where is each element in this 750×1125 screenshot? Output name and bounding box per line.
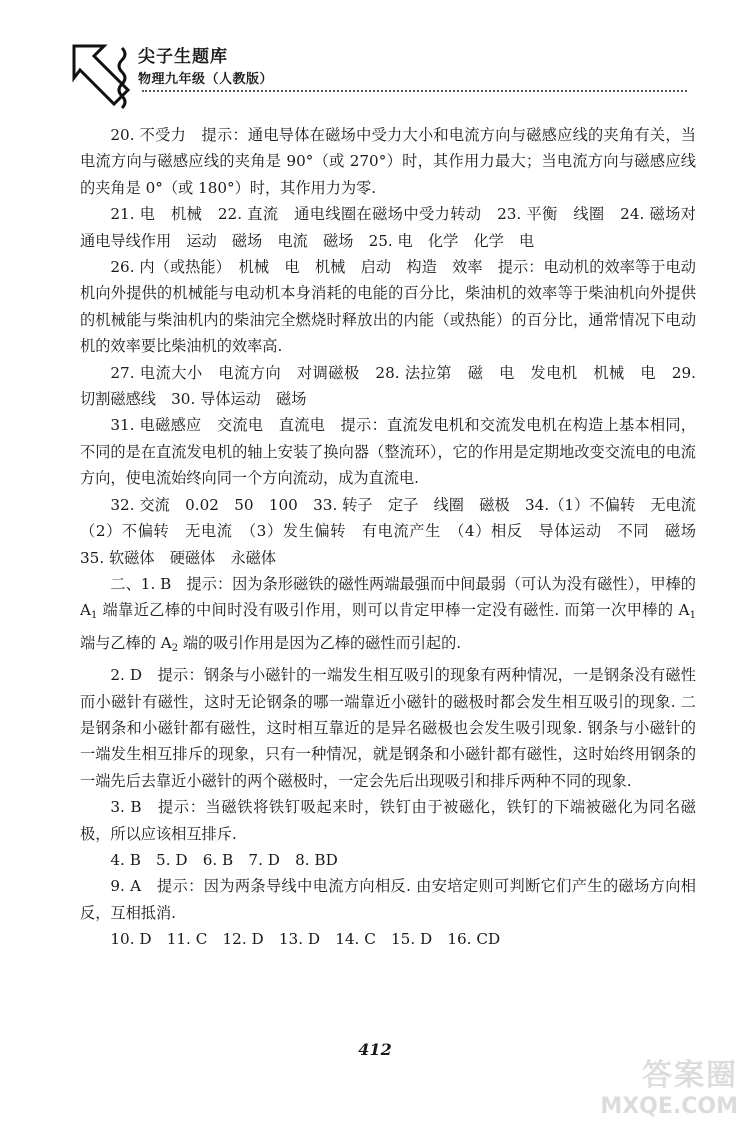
page-header xyxy=(70,30,690,120)
arrow-logo-icon xyxy=(70,40,132,120)
text-run: 端与乙棒的 A xyxy=(80,633,172,652)
text-run: 31. 电磁感应 交流电 直流电 提示：直流发电机和交流发电机在构造上基本相同，不同的是在直流发电机的轴上安装了换向器（整流环），它的作用是定期地改变交流电的电流方向，使电流始终向同一个方向流动，成为直流电. xyxy=(80,416,696,488)
text-run: 4. B 5. D 6. B 7. D 8. BD xyxy=(110,850,338,869)
series-title: 尖子生题库 xyxy=(138,47,228,67)
text-run: 端的吸引作用是因为乙棒的磁性而引起的. xyxy=(178,633,462,652)
answer-paragraph xyxy=(80,847,696,873)
answer-paragraph xyxy=(80,201,696,254)
answer-paragraph xyxy=(80,571,696,662)
page-number: 412 xyxy=(358,1040,392,1059)
answer-paragraph xyxy=(80,360,696,413)
answer-paragraph xyxy=(80,254,696,360)
text-run: 10. D 11. C 12. D 13. D 14. C 15. D 16. CD xyxy=(110,930,501,949)
header-rule xyxy=(142,90,687,92)
watermark-site: MXQE.COM xyxy=(600,1094,738,1119)
text-run: 26. 内（或热能） 机械 电 机械 启动 构造 效率 提示：电动机的效率等于电动机向外提供的机械能与电动机本身消耗的电能的百分比，柴油机的效率等于柴油机向外提供的机械能与柴油机内的柴油完全燃烧时释放出的内能（或热能）的百分比，通常情况下电动机的效率要比柴油机的效率高. xyxy=(80,258,696,356)
answer-paragraph xyxy=(80,873,696,926)
answer-paragraph xyxy=(80,926,696,952)
answer-paragraph xyxy=(80,662,696,794)
answer-paragraph xyxy=(80,794,696,847)
text-run: 3. B 提示：当磁铁将铁钉吸起来时，铁钉由于被磁化，铁钉的下端被磁化为同名磁极，所以应该相互排斥. xyxy=(80,798,696,843)
answer-paragraph xyxy=(80,122,696,201)
subscript: 1 xyxy=(90,610,98,622)
text-run: 端靠近乙棒的中间时没有吸引作用，则可以肯定甲棒一定没有磁性. 而第一次甲棒的 A xyxy=(97,601,690,620)
text-run: 21. 电 机械 22. 直流 通电线圈在磁场中受力转动 23. 平衡 线圈 24. 磁场对通电导线作用 运动 磁场 电流 磁场 25. 电 化学 化学 电 xyxy=(80,205,696,250)
subscript: 1 xyxy=(689,610,696,622)
answer-paragraph xyxy=(80,412,696,491)
book-title: 物理九年级（人教版） xyxy=(138,72,274,87)
answer-body xyxy=(80,122,712,953)
subscript: 2 xyxy=(171,642,179,654)
watermark xyxy=(600,1050,738,1119)
text-run: 二、1. B 提示：因为条形磁铁的磁性两端最强而中间最弱（可认为没有磁性），甲棒的 A xyxy=(80,574,696,620)
text-run: 27. 电流大小 电流方向 对调磁极 28. 法拉第 磁 电 发电机 机械 电 29. 切割磁感线 30. 导体运动 磁场 xyxy=(80,363,696,409)
text-run: 20. 不受力 提示：通电导体在磁场中受力大小和电流方向与磁感应线的夹角有关，当电流方向与磁感应线的夹角是 90°（或 270°）时，其作用力最大；当电流方向与磁感应线的夹角是 0°（或 180°）时，其作用力为零. xyxy=(80,126,696,197)
text-run: 2. D 提示：钢条与小磁针的一端发生相互吸引的现象有两种情况，一是钢条没有磁性而小磁针有磁性，这时无论钢条的哪一端靠近小磁针的磁极时都会发生相互吸引的现象. 二是钢条和小磁针都有磁性，这时相互靠近的是异名磁极也会发生吸引现象. 钢条与小磁针的一端发生相互排斥的现象，只有一种情况，就是钢条和小磁针都有磁性，这时始终用钢条的一端先后去靠近小磁针的两个磁极时，一定会先后出现吸引和排斥两种不同的现象. xyxy=(80,666,696,790)
text-run: 9. A 提示：因为两条导线中电流方向相反. 由安培定则可判断它们产生的磁场方向相反，互相抵消. xyxy=(80,877,696,922)
answer-paragraph xyxy=(80,492,712,571)
text-run: 32. 交流 0.02 50 100 33. 转子 定子 线圈 磁极 34.（1）不偏转 无电流 （2）不偏转 无电流 （3）发生偏转 有电流产生 （4）相反 导体运动 不同 磁场 35. 软磁体 硬磁体 永磁体 xyxy=(80,495,712,567)
watermark-title: 答案圈 xyxy=(642,1058,738,1093)
